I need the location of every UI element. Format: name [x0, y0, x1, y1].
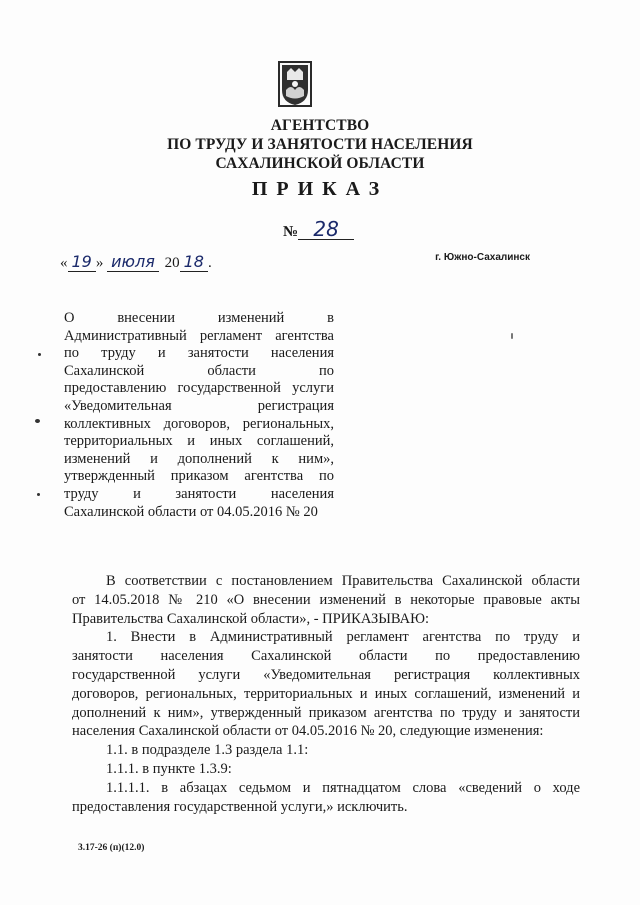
- handwritten-month: июля: [107, 252, 159, 272]
- number-sign: №: [283, 224, 299, 240]
- subject-line: труду и занятости населения: [64, 485, 334, 502]
- body-line: предоставления государственной услуги,» исключить.: [72, 798, 408, 815]
- body-line: государственной услуги «Уведомительная регистрация коллективных: [72, 666, 580, 683]
- scan-mark: [511, 333, 513, 339]
- subject-line: утвержденный приказом агентства по: [64, 468, 334, 485]
- body-line: дополнений к ним», утвержденный приказом агентства по труду и занятости: [72, 704, 580, 721]
- subject-line: предоставлению государственной услуги: [64, 380, 334, 397]
- subject-line: изменений и дополнений к ним»,: [64, 450, 334, 467]
- agency-line-1: АГЕНТСТВО: [270, 117, 370, 134]
- sakhalin-coat-of-arms-icon: [277, 60, 313, 108]
- subject-line: коллективных договоров, региональных,: [64, 415, 334, 432]
- order-number: [283, 219, 354, 241]
- order-date: « 19 » июля 20 18 .: [60, 252, 212, 271]
- scan-mark: [38, 353, 41, 356]
- agency-line-2: ПО ТРУДУ И ЗАНЯТОСТИ НАСЕЛЕНИЯ: [167, 136, 473, 153]
- scan-mark: [35, 419, 40, 423]
- subject-line: О внесении изменений в: [64, 310, 334, 326]
- handwritten-year: 18: [180, 252, 208, 272]
- date-close-quote: »: [95, 255, 104, 271]
- body-line: 1. Внести в Административный регламент агентства по труду и: [106, 629, 580, 646]
- handwritten-order-number: 28: [298, 219, 354, 240]
- subject-line: по труду и занятости населения: [64, 345, 334, 362]
- body-line: В соответствии с постановлением Правительства Сахалинской области: [106, 573, 580, 589]
- subject-line: Сахалинской области по: [64, 362, 334, 379]
- agency-line-3: САХАЛИНСКОЙ ОБЛАСТИ: [215, 155, 425, 172]
- body-line: Правительства Сахалинской области», - ПРИКАЗЫВАЮ:: [72, 610, 430, 627]
- body-line: 1.1.1.1. в абзацах седьмом и пятнадцатом слова «сведений о ходе: [106, 779, 580, 796]
- scan-mark: [37, 493, 40, 496]
- year-prefix: 20: [164, 255, 180, 271]
- agency-heading: [140, 116, 500, 173]
- subject-line: Сахалинской области от 04.05.2016 № 20: [64, 503, 318, 520]
- body-line: 1.1. в подразделе 1.3 раздела 1.1:: [106, 742, 309, 759]
- subject-line: «Уведомительная регистрация: [64, 397, 334, 414]
- city-label: г. Южно-Сахалинск: [435, 252, 530, 263]
- handwritten-day: 19: [68, 252, 96, 272]
- order-title: ПРИКАЗ: [251, 178, 389, 200]
- body-line: занятости населения Сахалинской области по предоставлению: [72, 648, 580, 665]
- document-code: 3.17-26 (п)(12.0): [78, 843, 145, 853]
- body-line: 1.1.1. в пункте 1.3.9:: [106, 760, 232, 777]
- subject-line: территориальных и иных соглашений,: [64, 433, 334, 450]
- date-open-quote: «: [60, 255, 68, 271]
- order-subject: [64, 310, 334, 521]
- subject-line: Административный регламент агентства: [64, 327, 334, 344]
- body-line: от 14.05.2018 № 210 «О внесении изменений в некоторые правовые акты: [72, 591, 580, 608]
- body-line: населения Сахалинской области от 04.05.2016 № 20, следующие изменения:: [72, 723, 544, 740]
- body-line: договоров, региональных, территориальных и иных соглашений, изменений и: [72, 685, 580, 702]
- order-body: [72, 572, 580, 816]
